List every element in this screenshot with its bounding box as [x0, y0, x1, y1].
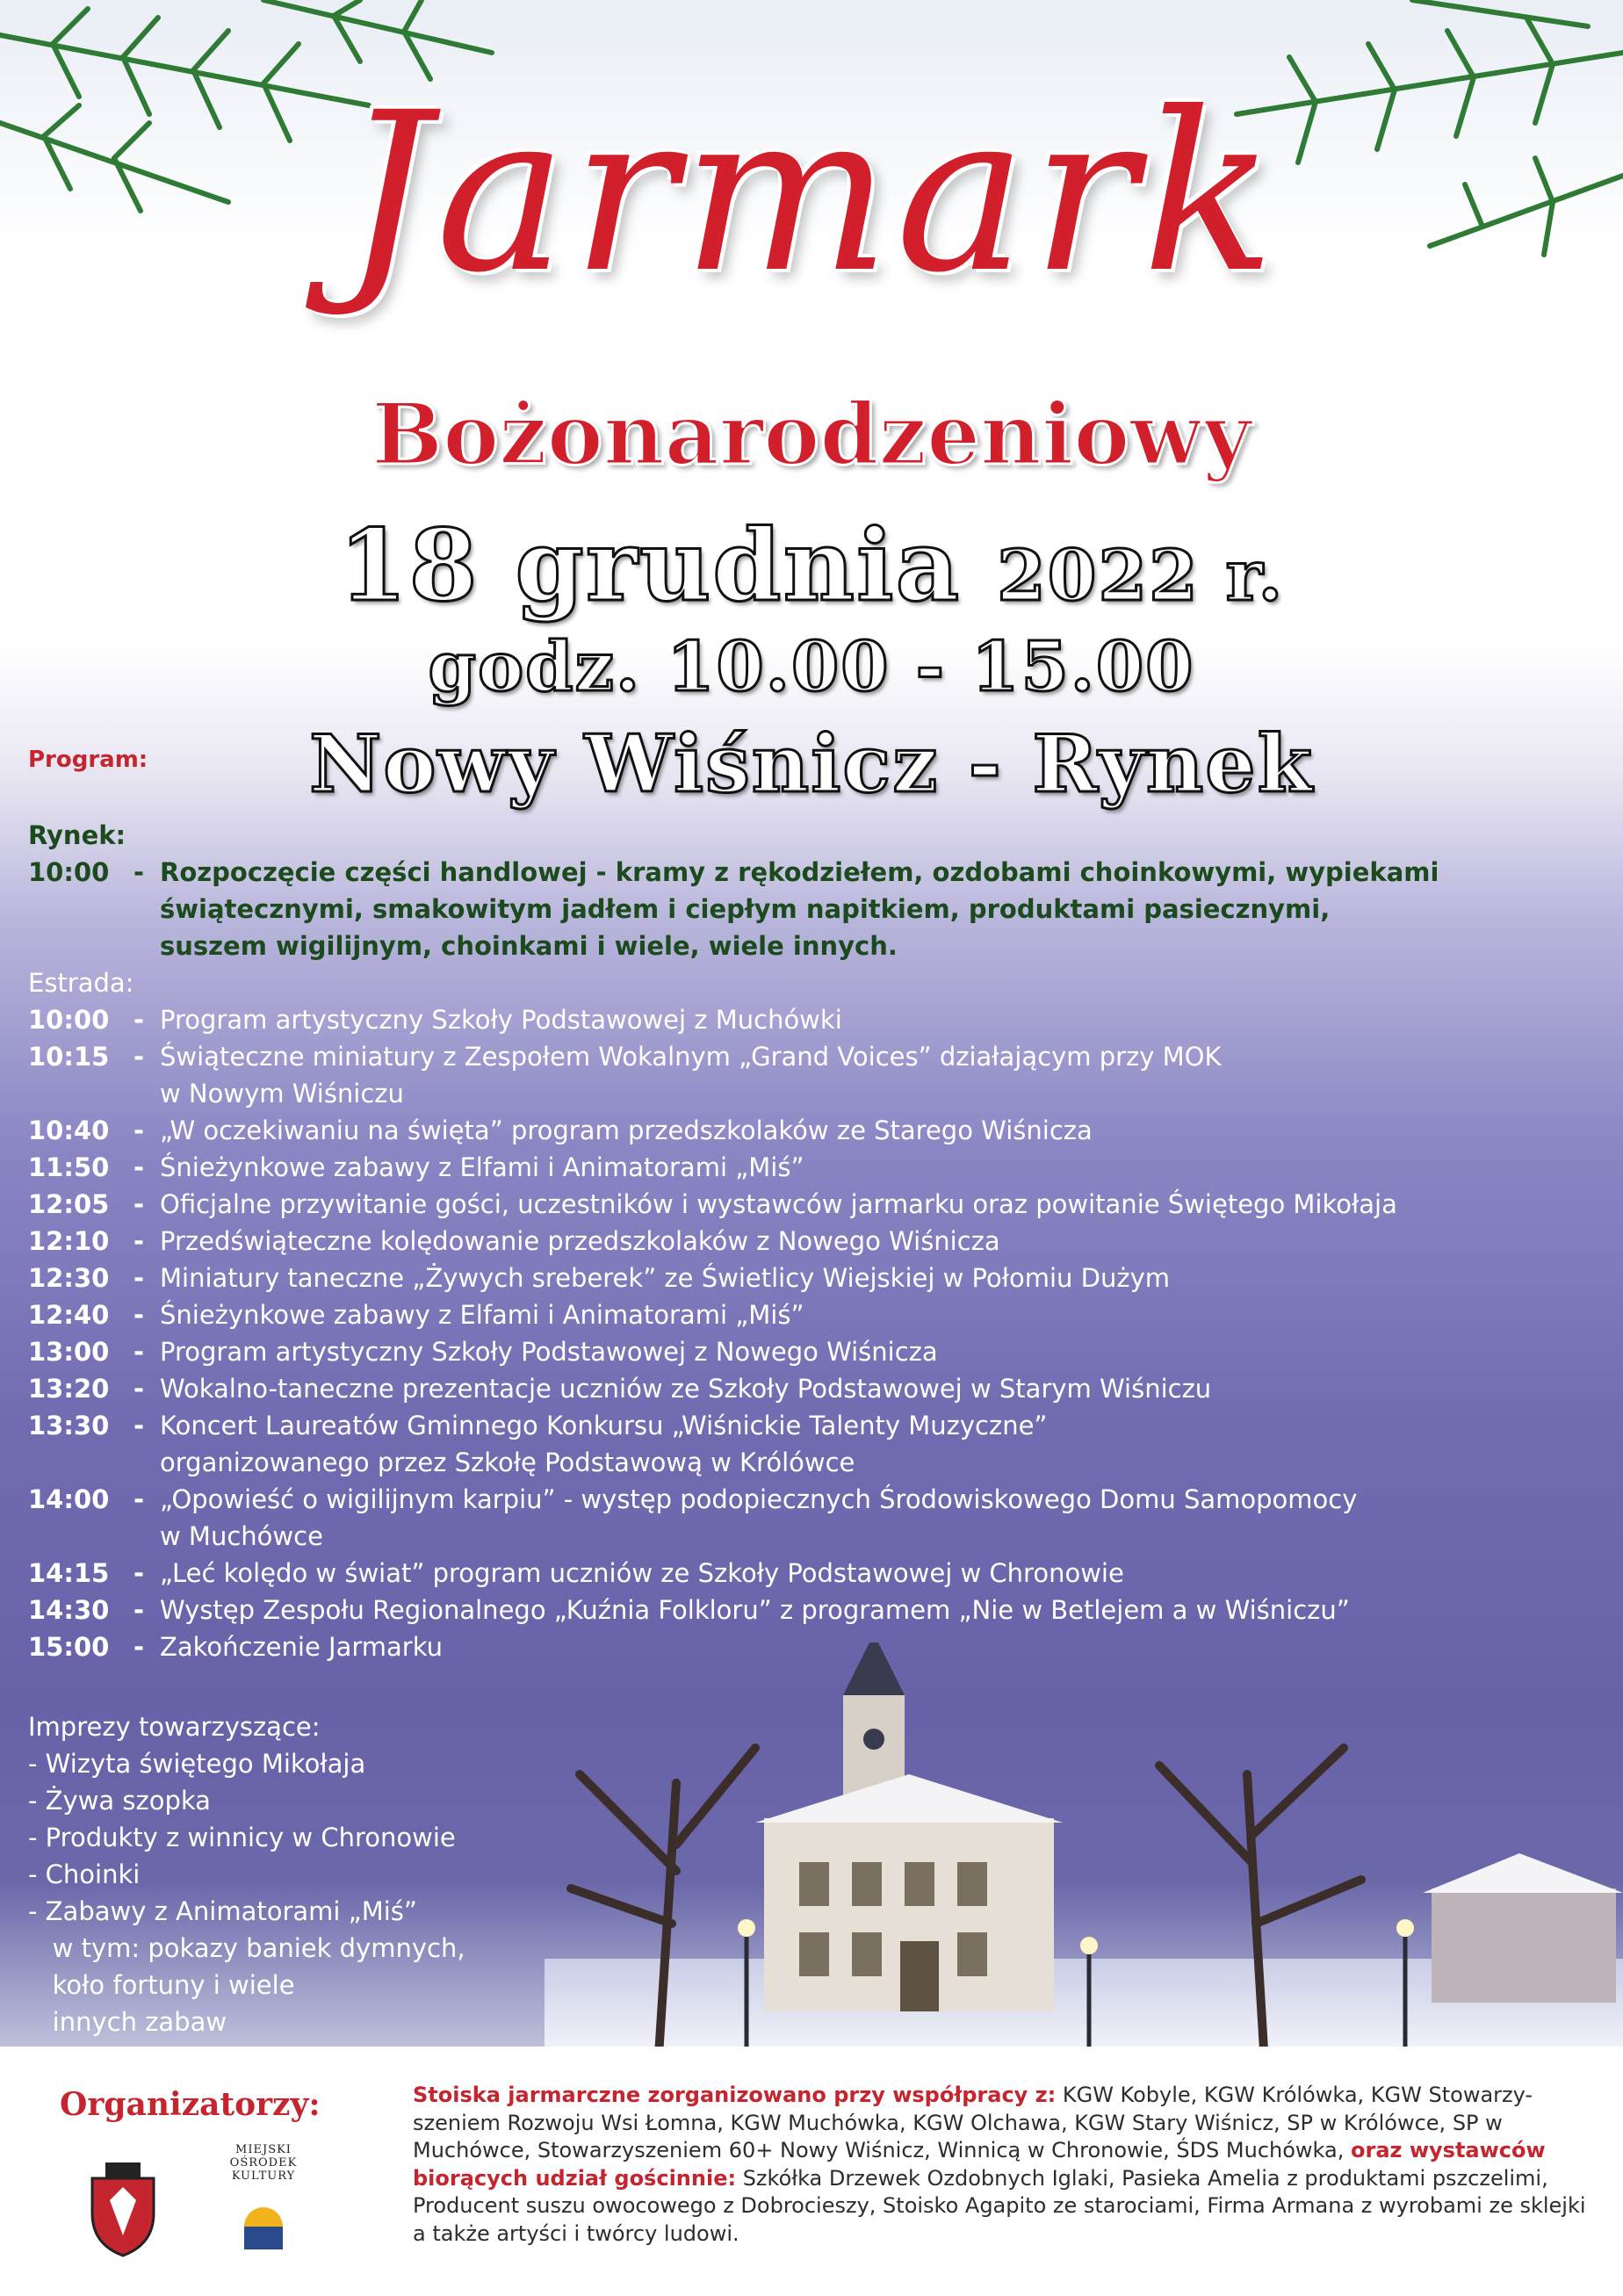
- program-item-line: Występ Zespołu Regionalnego „Kuźnia Folkloru” z programem „Nie w Betlejem a w Wiśniczu”: [160, 1595, 1350, 1625]
- program-item-separator: -: [133, 1042, 145, 1072]
- program-item-description: [160, 1296, 1609, 1333]
- program-item-line: Miniatury taneczne „Żywych sreberek” ze Świetlicy Wiejskiej w Połomiu Dużym: [160, 1263, 1170, 1293]
- program-item-time: 13:20: [28, 1374, 110, 1404]
- program-item: [28, 1296, 1609, 1333]
- program-item-separator: -: [133, 1595, 145, 1625]
- program-item: [28, 1407, 1609, 1481]
- program-item-description: [160, 1223, 1609, 1260]
- guests-text: Szkółka Drzewek Ozdobnych Iglaki, Pasieka Amelia z produktami pszczelimi, Producent suszu owocowego z Dobrocieszy, Stoisko Agapito ze starociami, Firma Armana z wyrobami ze sklejki a także artyści i twórcy ludowi.: [413, 2165, 1586, 2246]
- program-item-separator: -: [133, 1189, 145, 1219]
- program-label: Program:: [28, 747, 148, 773]
- program-item-separator: -: [133, 1263, 145, 1293]
- program-item-description: [160, 1038, 1609, 1112]
- event-place: Nowy Wiśnicz - Rynek: [309, 718, 1314, 811]
- program-item-time: 14:30: [28, 1595, 110, 1625]
- poster-subtitle: Bożonarodzeniowy: [371, 385, 1252, 484]
- program-item-line: Świąteczne miniatury z Zespołem Wokalnym „Grand Voices” działającym przy MOK: [160, 1042, 1222, 1072]
- program-item-description: [160, 1333, 1609, 1370]
- side-events: [28, 1708, 465, 2040]
- stands-info: [413, 2082, 1594, 2248]
- program-item: [28, 1260, 1609, 1296]
- program-item-description: [160, 1112, 1609, 1149]
- event-hours: godz. 10.00 - 15.00: [428, 627, 1195, 707]
- program-item: [28, 1038, 1609, 1112]
- program-item-separator: -: [133, 857, 145, 887]
- program-item: [28, 1001, 1609, 1038]
- program-item: [28, 1555, 1609, 1592]
- program-item-separator: -: [133, 1484, 145, 1514]
- stands-text: KGW Kobyle, KGW Królówka, KGW Stowarzy-szeniem Rozwoju Wsi Łomna, KGW Muchówka, KGW Olchawa, KGW Stary Wiśnicz, SP w Królówce, SP w Muchówce, Stowarzyszeniem 60+ Nowy Wiśnicz, Winnicą w Chronowie, ŚDS Muchówka,: [413, 2083, 1533, 2162]
- program-item-separator: -: [133, 1116, 145, 1145]
- program-item-separator: -: [133, 1152, 145, 1182]
- rynek-header: Rynek:: [28, 820, 126, 850]
- program-item-time: 10:00: [28, 1005, 110, 1035]
- guests-lead: oraz wystawców biorących udział gościnnie:: [413, 2138, 1546, 2191]
- program-item-line: Program artystyczny Szkoły Podstawowej z Nowego Wiśnicza: [160, 1337, 938, 1367]
- side-event-item: - Produkty z winnicy w Chronowie: [28, 1823, 456, 1852]
- program-item-line: Koncert Laureatów Gminnego Konkursu „Wiśnickie Talenty Muzyczne”: [160, 1411, 1048, 1440]
- program-item-time: 12:30: [28, 1263, 110, 1293]
- event-date-year: 2022 r.: [997, 534, 1285, 617]
- organizers-title: Organizatorzy:: [60, 2086, 321, 2123]
- program-item-line: „Opowieść o wigilijnym karpiu” - występ podopiecznych Środowiskowego Domu Samopomocy: [160, 1484, 1358, 1514]
- program-item: [28, 854, 1609, 964]
- program-item: [28, 1370, 1609, 1407]
- program-item-time: 12:40: [28, 1300, 110, 1330]
- program-item-line: Program artystyczny Szkoły Podstawowej z Muchówki: [160, 1005, 842, 1035]
- program-schedule: [28, 817, 1609, 1665]
- estrada-header: Estrada:: [28, 968, 134, 998]
- program-item-line: w Muchówce: [160, 1521, 323, 1551]
- estrada-list: [28, 1001, 1609, 1665]
- program-item-description: [160, 854, 1609, 964]
- program-item-time: 11:50: [28, 1152, 110, 1182]
- side-event-item: innych zabaw: [28, 2007, 227, 2037]
- program-item-description: [160, 1001, 1609, 1038]
- program-item-line: Śnieżynkowe zabawy z Elfami i Animatorami „Miś”: [160, 1300, 804, 1330]
- program-item-time: 10:00: [28, 857, 110, 887]
- side-event-item: - Wizyta świętego Mikołaja: [28, 1749, 366, 1779]
- coat-of-arms-icon: [79, 2161, 167, 2257]
- program-item-line: „Leć kolędo w świat” program uczniów ze Szkoły Podstawowej w Chronowie: [160, 1558, 1124, 1588]
- program-item-description: [160, 1481, 1609, 1555]
- program-item-description: [160, 1555, 1609, 1592]
- program-item: [28, 1223, 1609, 1260]
- side-events-header: Imprezy towarzyszące:: [28, 1712, 321, 1742]
- program-item-line: Śnieżynkowe zabawy z Elfami i Animatorami „Miś”: [160, 1152, 804, 1182]
- side-event-item: - Choinki: [28, 1859, 141, 1889]
- poster-title: Jarmark: [343, 65, 1280, 321]
- program-item: [28, 1112, 1609, 1149]
- program-item-time: 13:30: [28, 1411, 110, 1440]
- program-item-time: 12:05: [28, 1189, 110, 1219]
- program-item-separator: -: [133, 1337, 145, 1367]
- program-item-separator: -: [133, 1005, 145, 1035]
- program-item-line: „W oczekiwaniu na święta” program przedszkolaków ze Starego Wiśnicza: [160, 1116, 1093, 1145]
- program-item-line: świątecznymi, smakowitym jadłem i ciepłym napitkiem, produktami pasiecznymi,: [160, 894, 1331, 924]
- program-item: [28, 1592, 1609, 1628]
- program-item-separator: -: [133, 1374, 145, 1404]
- program-item-line: Rozpoczęcie części handlowej - kramy z rękodziełem, ozdobami choinkowymi, wypiekami: [160, 857, 1439, 887]
- town-hall-winter-image: [545, 1643, 1623, 2082]
- program-item-line: Wokalno-taneczne prezentacje uczniów ze Szkoły Podstawowej w Starym Wiśniczu: [160, 1374, 1212, 1404]
- program-item-time: 14:00: [28, 1484, 110, 1514]
- program-item-separator: -: [133, 1558, 145, 1588]
- mok-logo: [202, 2143, 325, 2266]
- program-item: [28, 1481, 1609, 1555]
- program-item-line: w Nowym Wiśniczu: [160, 1079, 404, 1108]
- mok-logo-text: MIEJSKI OŚRODEK KULTURY: [229, 2143, 298, 2183]
- program-item-description: [160, 1186, 1609, 1223]
- program-item: [28, 1149, 1609, 1186]
- program-item-time: 14:15: [28, 1558, 110, 1588]
- side-event-item: koło fortuny i wiele: [28, 1970, 295, 2000]
- program-item-line: Zakończenie Jarmarku: [160, 1632, 443, 1662]
- program-item-line: Oficjalne przywitanie gości, uczestników i wystawców jarmarku oraz powitanie Świętego Mikołaja: [160, 1189, 1397, 1219]
- program-item-separator: -: [133, 1411, 145, 1440]
- program-item-separator: -: [133, 1300, 145, 1330]
- program-item-time: 10:40: [28, 1116, 110, 1145]
- program-item-description: [160, 1592, 1609, 1628]
- program-item-time: 12:10: [28, 1226, 110, 1256]
- program-item-description: [160, 1407, 1609, 1481]
- program-item-description: [160, 1149, 1609, 1186]
- side-event-item: w tym: pokazy baniek dymnych,: [28, 1933, 465, 1963]
- program-item-line: organizowanego przez Szkołę Podstawową w Królówce: [160, 1448, 855, 1477]
- event-date: [0, 509, 1623, 628]
- program-item-time: 13:00: [28, 1337, 110, 1367]
- side-event-item: - Żywa szopka: [28, 1786, 211, 1816]
- program-item-line: suszem wigilijnym, choinkami i wiele, wiele innych.: [160, 931, 898, 961]
- program-item-line: Przedświąteczne kolędowanie przedszkolaków z Nowego Wiśnicza: [160, 1226, 1000, 1256]
- program-item-description: [160, 1370, 1609, 1407]
- program-item: [28, 1186, 1609, 1223]
- program-item-time: 15:00: [28, 1632, 110, 1662]
- program-item-separator: -: [133, 1226, 145, 1256]
- program-item-separator: -: [133, 1632, 145, 1662]
- program-item: [28, 1333, 1609, 1370]
- side-event-item: - Zabawy z Animatorami „Miś”: [28, 1896, 417, 1926]
- event-date-day: 18 grudnia: [338, 509, 962, 624]
- program-item-time: 10:15: [28, 1042, 110, 1072]
- program-item-description: [160, 1260, 1609, 1296]
- stands-lead: Stoiska jarmarczne zorganizowano przy współpracy z:: [413, 2083, 1057, 2107]
